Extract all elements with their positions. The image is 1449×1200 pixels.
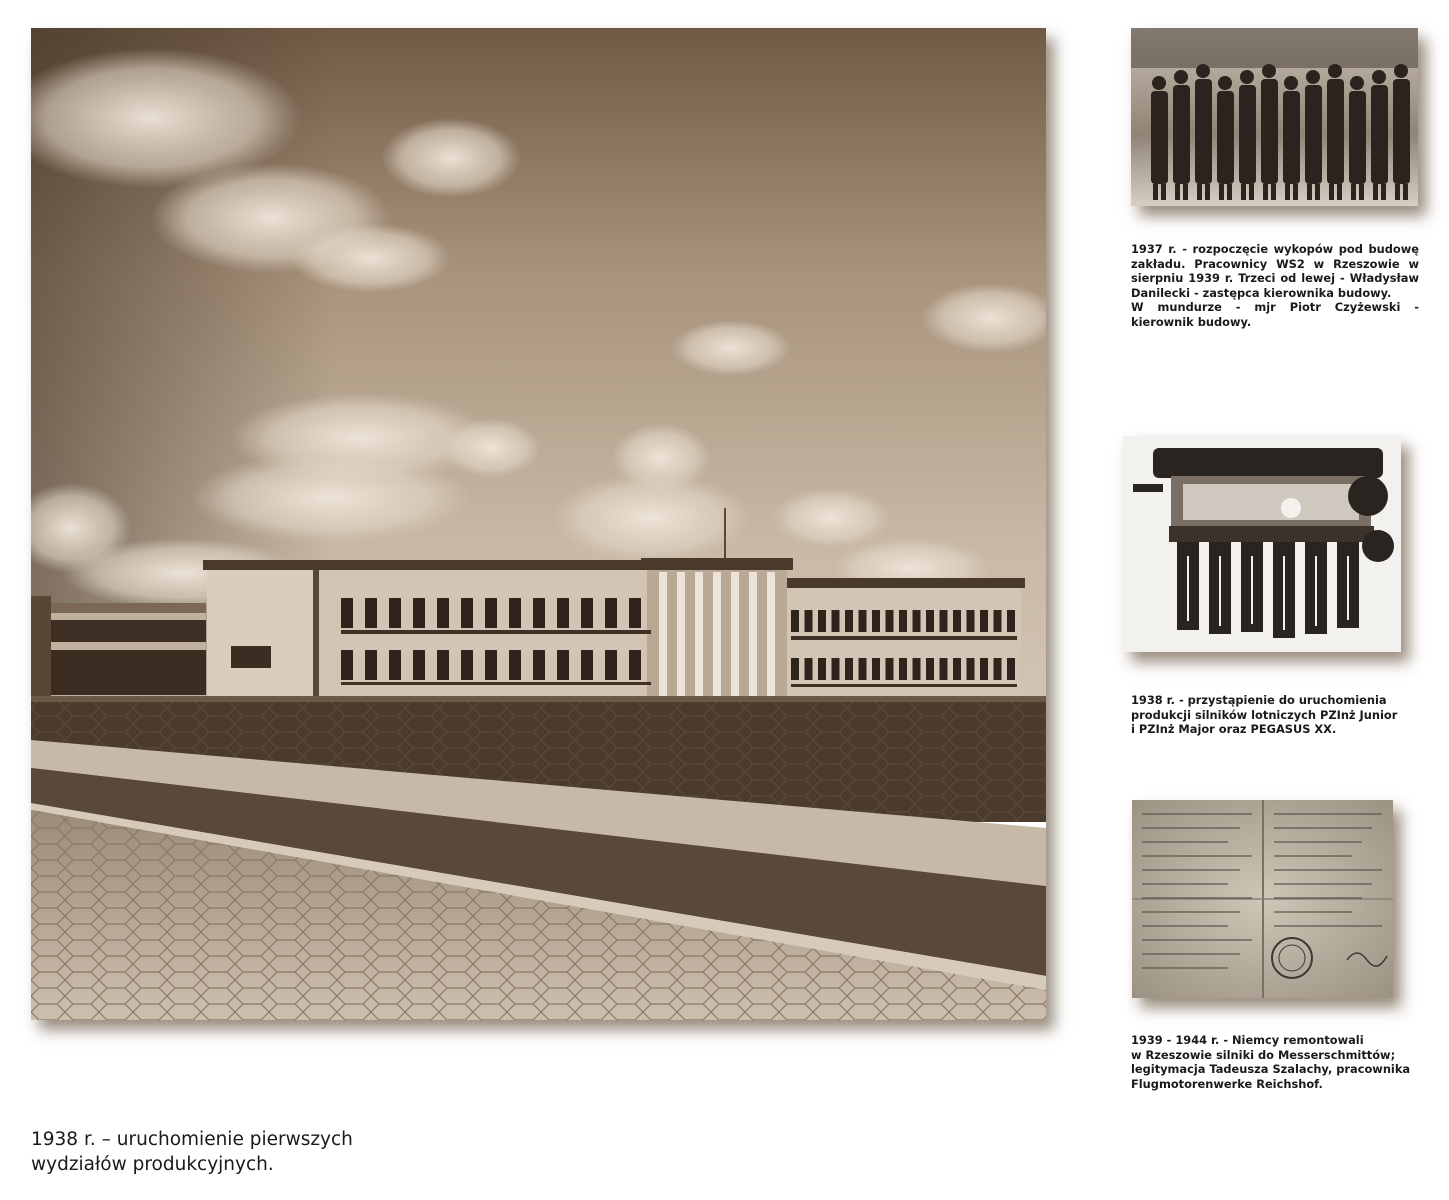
main-photo-factory-building [31, 28, 1046, 1020]
caption-workers: 1937 r. - rozpoczęcie wykopów pod budowę zakładu. Pracownicy WS2 w Rzeszowie w sierpniu 1939 r. Trzeci od lewej - Władysław Danilecki - zastępca kierownika budowy. W mundurze - mjr Piotr Czyżewski - kierownik budowy. [1131, 242, 1419, 329]
caption-engine: 1938 r. - przystąpienie do uruchomienia produkcji silników lotniczych PZInż Junior i PZInż Major oraz PEGASUS XX. [1131, 693, 1398, 737]
main-caption: 1938 r. – uruchomienie pierwszych wydziałów produkcyjnych. [31, 1129, 353, 1175]
photo-identity-document [1132, 800, 1393, 998]
photo-construction-workers [1131, 28, 1418, 206]
caption-document: 1939 - 1944 r. - Niemcy remontowali w Rzeszowie silniki do Messerschmittów; legitymacja Tadeusza Szalachy, pracownika Flugmotorenwerke Reichshof. [1131, 1033, 1411, 1091]
photo-aircraft-engine [1123, 436, 1401, 652]
side-building [31, 596, 206, 698]
